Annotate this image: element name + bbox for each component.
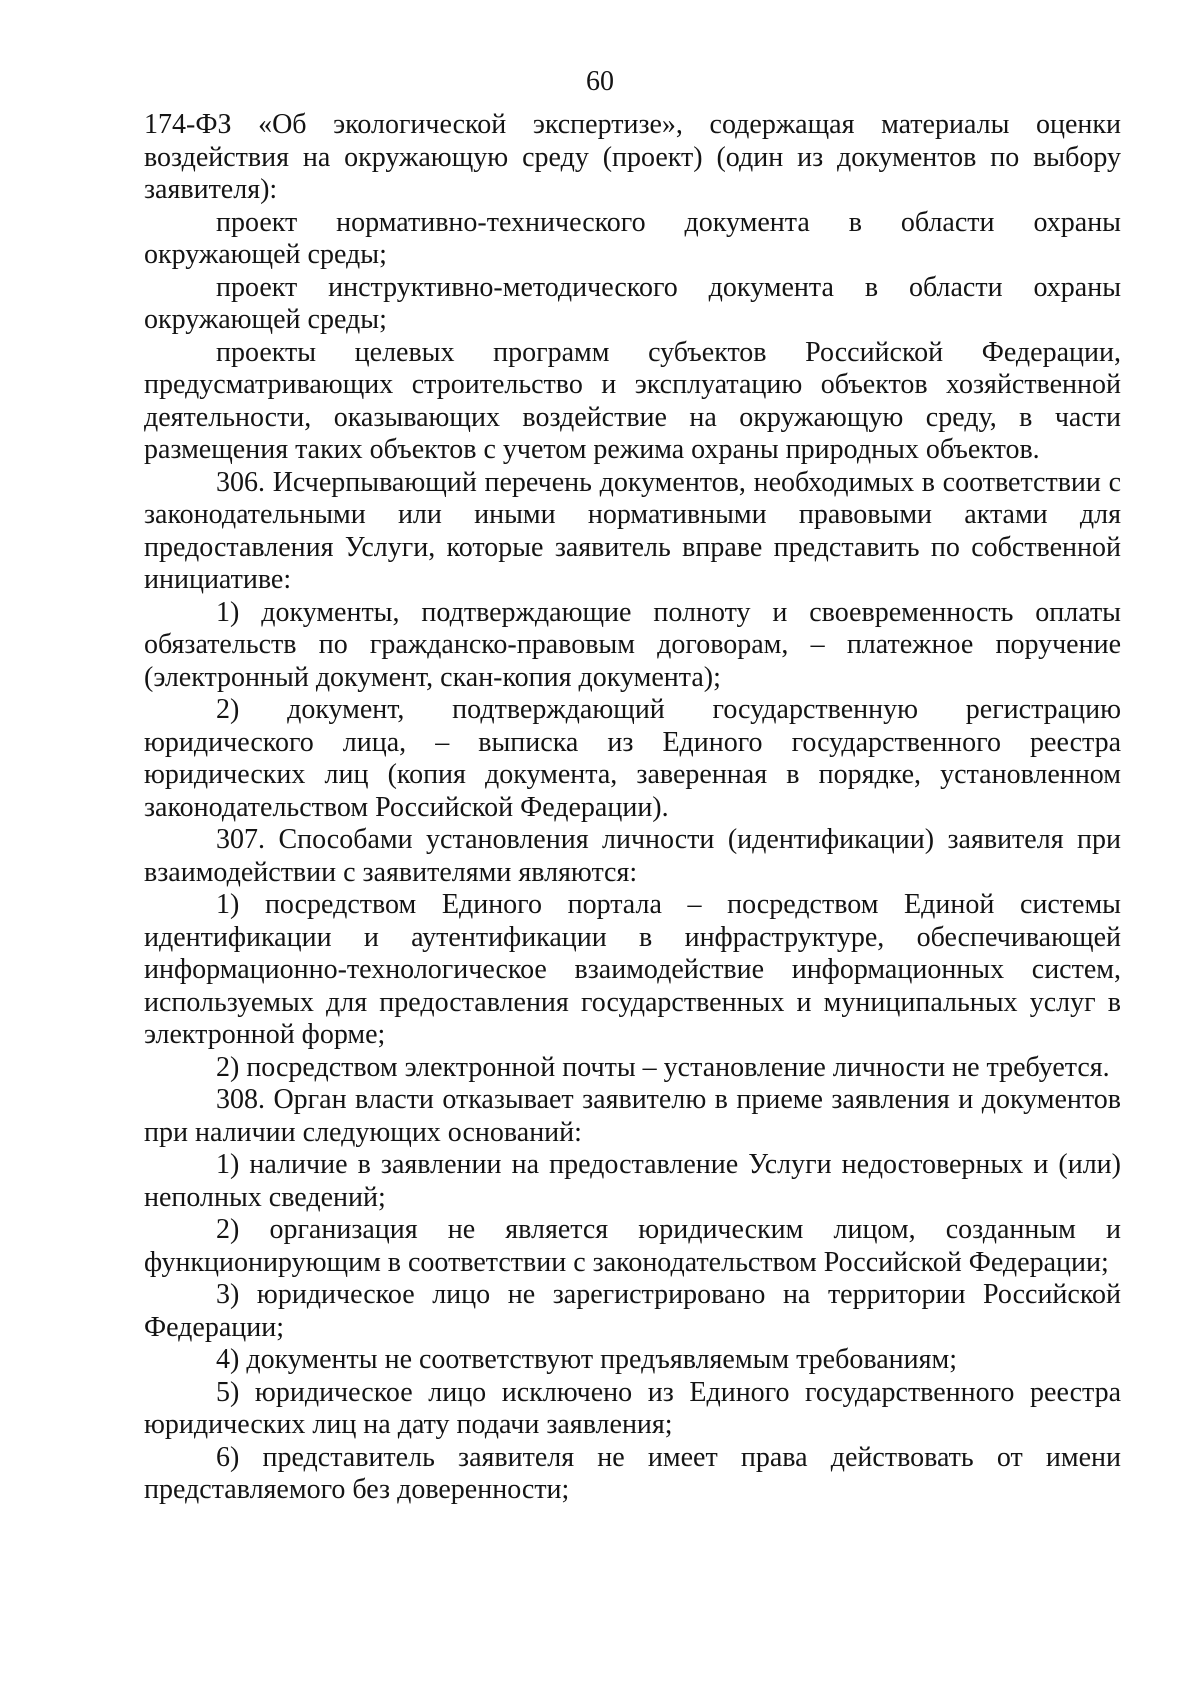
paragraph: 6) представитель заявителя не имеет права действовать от имени представляемого без доверенности; (144, 1441, 1121, 1505)
paragraph: 1) наличие в заявлении на предоставление Услуги недостоверных и (или) неполных сведений; (144, 1149, 1121, 1213)
paragraph: проект нормативно-технического документа в области охраны окружающей среды; (144, 206, 1121, 270)
paragraph: 307. Способами установления личности (идентификации) заявителя при взаимодействии с заявителями являются: (144, 824, 1121, 888)
paragraph: проекты целевых программ субъектов Российской Федерации, предусматривающих строительство и эксплуатацию объектов хозяйственной деятельности, оказывающих воздействие на окружающую среду, в части размещения таких объектов с учетом режима охраны природных объектов. (144, 336, 1121, 465)
paragraph: 1) посредством Единого портала – посредством Единой системы идентификации и аутентификации в инфраструктуре, обеспечивающей информационно-технологическое взаимодействие информационных систем, используемых для предоставления государственных и муниципальных услуг в электронной форме; (144, 889, 1121, 1050)
paragraph: 308. Орган власти отказывает заявителю в приеме заявления и документов при наличии следующих оснований: (144, 1084, 1121, 1148)
paragraph: 1) документы, подтверждающие полноту и своевременность оплаты обязательств по гражданско-правовым договорам, – платежное поручение (электронный документ, скан-копия документа); (144, 596, 1121, 693)
paragraph: проект инструктивно-методического документа в области охраны окружающей среды; (144, 271, 1121, 335)
paragraph: 2) посредством электронной почты – установление личности не требуется. (216, 1051, 1110, 1083)
paragraph: 2) организация не является юридическим лицом, созданным и функционирующим в соответствии с законодательством Российской Федерации; (144, 1214, 1121, 1278)
paragraph: 306. Исчерпывающий перечень документов, необходимых в соответствии с законодательными или иными нормативными правовыми актами для предоставления Услуги, которые заявитель вправе представить по собственной инициативе: (144, 466, 1121, 595)
paragraph: 2) документ, подтверждающий государственную регистрацию юридического лица, – выписка из Единого государственного реестра юридических лиц (копия документа, заверенная в порядке, установленном законодательством Российской Федерации). (144, 694, 1121, 823)
paragraph: 5) юридическое лицо исключено из Единого государственного реестра юридических лиц на дату подачи заявления; (144, 1376, 1121, 1440)
paragraph: 3) юридическое лицо не зарегистрировано на территории Российской Федерации; (144, 1279, 1121, 1343)
page-number: 60 (586, 66, 614, 97)
paragraph: 4) документы не соответствуют предъявляемым требованиям; (216, 1344, 957, 1375)
document-body (144, 109, 1121, 1507)
paragraph: 174-ФЗ «Об экологической экспертизе», содержащая материалы оценки воздействия на окружающую среду (проект) (один из документов по выбору заявителя): (144, 109, 1121, 205)
